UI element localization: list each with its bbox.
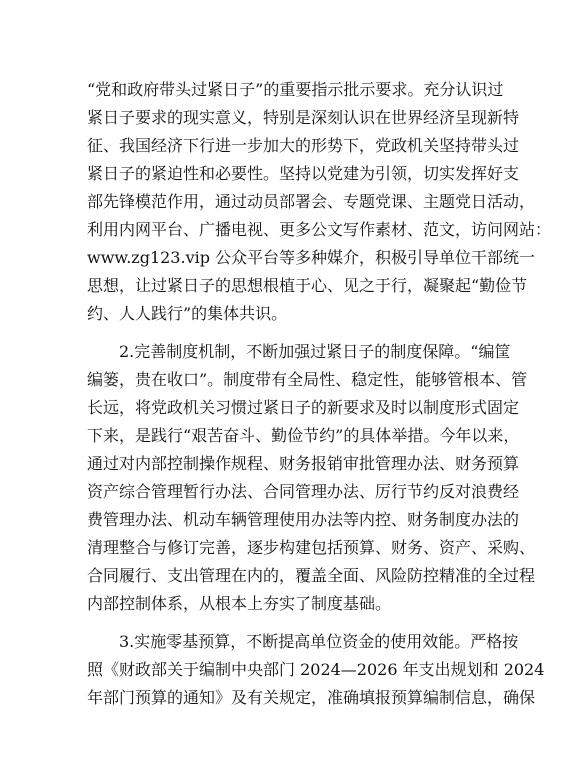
paragraph-line: 利用内网平台、广播电视、更多公文写作素材、范文，访问网站：	[87, 220, 552, 239]
paragraph-spacer	[87, 328, 499, 338]
paragraph-2	[87, 338, 536, 618]
paragraph-line: 合同履行、支出管理在内的，覆盖全面、风险防控精准的全过程	[87, 566, 536, 585]
paragraph-line: 通过对内部控制操作规程、财务报销审批管理办法、财务预算	[87, 454, 520, 473]
paragraph-line: 长远，将党政机关习惯过紧日子的新要求及时以制度形式固定	[87, 398, 520, 417]
paragraph-line: 征、我国经济下行进一步加大的形势下，党政机关坚持带头过	[87, 136, 520, 155]
paragraph-3	[87, 628, 545, 712]
paragraph-line: 部先锋模范作用，通过动员部署会、专题党课、主题党日活动，	[87, 192, 536, 211]
paragraph-line: 紧日子要求的现实意义，特别是深刻认识在世界经济呈现新特	[87, 108, 520, 127]
paragraph-line: www.zg123.vip 公众平台等多种媒介，积极引导单位干部统一	[87, 248, 536, 267]
paragraph-line: 清理整合与修订完善，逐步构建包括预算、财务、资产、采购、	[87, 538, 536, 557]
paragraph-line: 照《财政部关于编制中央部门 2024—2026 年支出规划和 2024	[87, 660, 545, 679]
paragraph-line: 3.实施零基预算，不断提高单位资金的使用效能。严格按	[119, 632, 519, 651]
paragraph-line: 下来，是践行“艰苦奋斗、勤俭节约”的具体举措。今年以来，	[87, 426, 520, 445]
paragraph-line: 约、人人践行”的集体共识。	[87, 304, 288, 323]
paragraph-line: 费管理办法、机动车辆管理使用办法等内控、财务制度办法的	[87, 510, 520, 529]
paragraph-line: 资产综合管理暂行办法、合同管理办法、厉行节约反对浪费经	[87, 482, 520, 501]
paragraph-line: 2.完善制度机制，不断加强过紧日子的制度保障。“编筐	[119, 342, 511, 361]
paragraph-line: 编篓，贵在收口”。制度带有全局性、稳定性，能够管根本、管	[87, 370, 528, 389]
paragraph-line: 内部控制体系，从根本上夯实了制度基础。	[87, 594, 392, 613]
paragraph-line: “党和政府带头过紧日子”的重要指示批示要求。充分认识过	[87, 80, 504, 99]
paragraph-line: 紧日子的紧迫性和必要性。坚持以党建为引领，切实发挥好支	[87, 164, 520, 183]
paragraph-line: 年部门预算的通知》及有关规定，准确填报预算编制信息，确保	[87, 688, 536, 707]
paragraph-line: 思想，让过紧日子的思想根植于心、见之于行，凝聚起“勤俭节	[87, 276, 528, 295]
paragraph-spacer	[87, 618, 499, 628]
document-body	[87, 76, 552, 712]
paragraph-1	[87, 76, 552, 328]
